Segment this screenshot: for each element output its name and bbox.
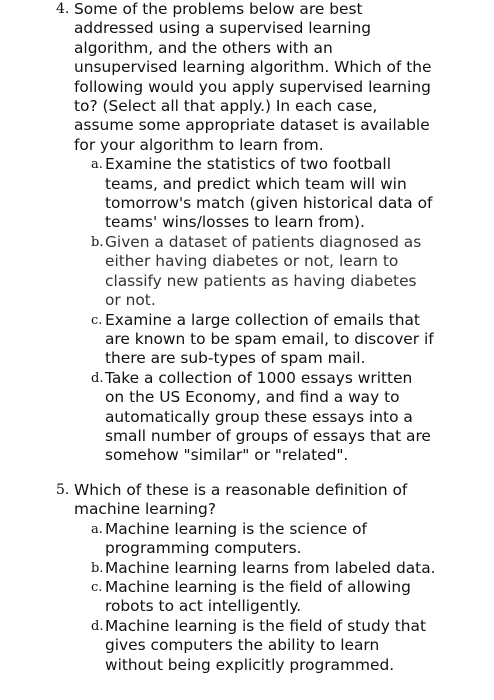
option-letter: c. (91, 580, 103, 596)
option-text: Machine learning is the field of study that gives computers the ability to learn without being explicitly programmed. (105, 616, 426, 674)
option-text: Examine a large collection of emails that are known to be spam email, to discover if there are sub-types of spam mail. (105, 310, 434, 368)
option-c (91, 311, 436, 369)
option-a (91, 520, 436, 559)
option-a (91, 155, 436, 233)
option-text: Machine learning learns from labeled data. (105, 558, 436, 577)
question-text: Some of the problems below are best addressed using a supervised learning algorithm, and the others with an unsupervised learning algorithm. Which of the following would you apply supervised learning to? (Select all that apply.) In each case, assume some appropriate dataset is available for your algorithm to learn from. (74, 0, 432, 154)
option-letter: d. (91, 618, 104, 634)
option-letter: a. (91, 157, 103, 173)
option-letter: b. (91, 560, 104, 576)
option-b (91, 559, 436, 578)
option-letter: c. (91, 312, 103, 328)
option-list (91, 155, 436, 466)
option-letter: a. (91, 521, 103, 537)
option-text: Machine learning is the science of programming computers. (105, 519, 367, 558)
option-list (91, 520, 436, 675)
option-d (91, 617, 436, 675)
option-text: Given a dataset of patients diagnosed as either having diabetes or not, learn to classify new patients as having diabetes or not. (105, 232, 422, 310)
option-d (91, 369, 436, 466)
option-letter: b. (91, 234, 104, 250)
option-text: Examine the statistics of two football teams, and predict which team will win tomorrow's match (given historical data of teams' wins/losses to learn from). (105, 155, 433, 232)
option-c (91, 578, 436, 617)
question-number: 4. (56, 1, 70, 17)
option-letter: d. (91, 370, 104, 386)
option-b (91, 233, 436, 311)
question-number: 5. (56, 482, 70, 498)
question-4 (56, 0, 436, 466)
option-text: Machine learning is the field of allowing robots to act intelligently. (105, 578, 411, 616)
question-text: Which of these is a reasonable definition of machine learning? (74, 481, 408, 519)
option-text: Take a collection of 1000 essays written on the US Economy, and find a way to automatically group these essays into a small number of groups of essays that are somehow "similar" or "related". (105, 368, 431, 465)
question-5 (56, 481, 436, 675)
